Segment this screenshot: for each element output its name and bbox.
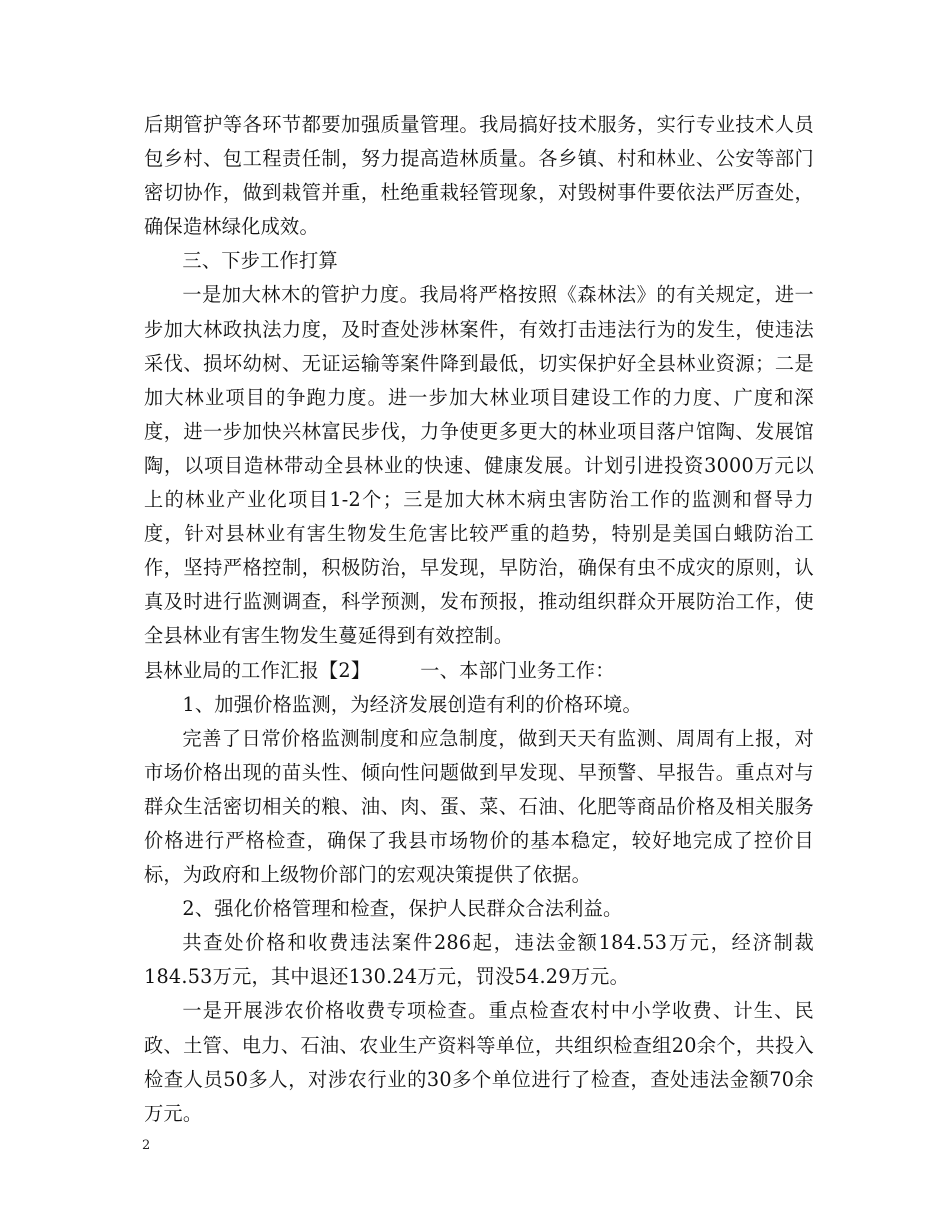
document-body — [144, 108, 814, 1131]
section-heading: 一、本部门业务工作： — [420, 658, 615, 682]
paragraph: 1、加强价格监测，为经济发展创造有利的价格环境。 — [182, 692, 642, 716]
paragraph-continued: 后期管护等各环节都要加强质量管理。我局搞好技术服务，实行专业技术人员包乡村、包工程责任制，努力提高造林质量。各乡镇、村和林业、公安等部门密切协作，做到栽管并重，杜绝重栽轻管现象，对毁树事件要依法严厉查处，确保造林绿化成效。 — [144, 113, 814, 239]
paragraph: 一是开展涉农价格收费专项检查。重点检查农村中小学收费、计生、民政、土管、电力、石油、农业生产资料等单位，共组织检查组20余个，共投入检查人员50多人，对涉农行业的30多个单位进行了检查，查处违法金额70余万元。 — [144, 999, 814, 1125]
report-title: 县林业局的工作汇报【2】 — [144, 658, 371, 682]
report-title-line — [144, 654, 814, 688]
page-number: 2 — [142, 1138, 151, 1153]
section-heading: 三、下步工作打算 — [182, 249, 338, 273]
paragraph: 共查处价格和收费违法案件286起，违法金额184.53万元，经济制裁184.53万元，其中退还130.24万元，罚没54.29万元。 — [144, 931, 814, 989]
paragraph: 2、强化价格管理和检查，保护人民群众合法利益。 — [182, 897, 623, 921]
paragraph: 一是加大林木的管护力度。我局将严格按照《森林法》的有关规定，进一步加大林政执法力度，及时查处涉林案件，有效打击违法行为的发生，使违法采伐、损坏幼树、无证运输等案件降到最低，切实保护好全县林业资源；二是加大林业项目的争跑力度。进一步加大林业项目建设工作的力度、广度和深度，进一步加快兴林富民步伐，力争使更多更大的林业项目落户馆陶、发展馆陶，以项目造林带动全县林业的快速、健康发展。计划引进投资3000万元以上的林业产业化项目1-2个；三是加大林木病虫害防治工作的监测和督导力度，针对县林业有害生物发生危害比较严重的趋势，特别是美国白蛾防治工作，坚持严格控制，积极防治，早发现，早防治，确保有虫不成灾的原则，认真及时进行监测调查，科学预测，发布预报，推动组织群众开展防治工作，使全县林业有害生物发生蔓延得到有效控制。 — [144, 283, 814, 648]
paragraph: 完善了日常价格监测制度和应急制度，做到天天有监测、周周有上报，对市场价格出现的苗头性、倾向性问题做到早发现、早预警、早报告。重点对与群众生活密切相关的粮、油、肉、蛋、菜、石油、化肥等商品价格及相关服务价格进行严格检查，确保了我县市场物价的基本稳定，较好地完成了控价目标，为政府和上级物价部门的宏观决策提供了依据。 — [144, 726, 814, 887]
